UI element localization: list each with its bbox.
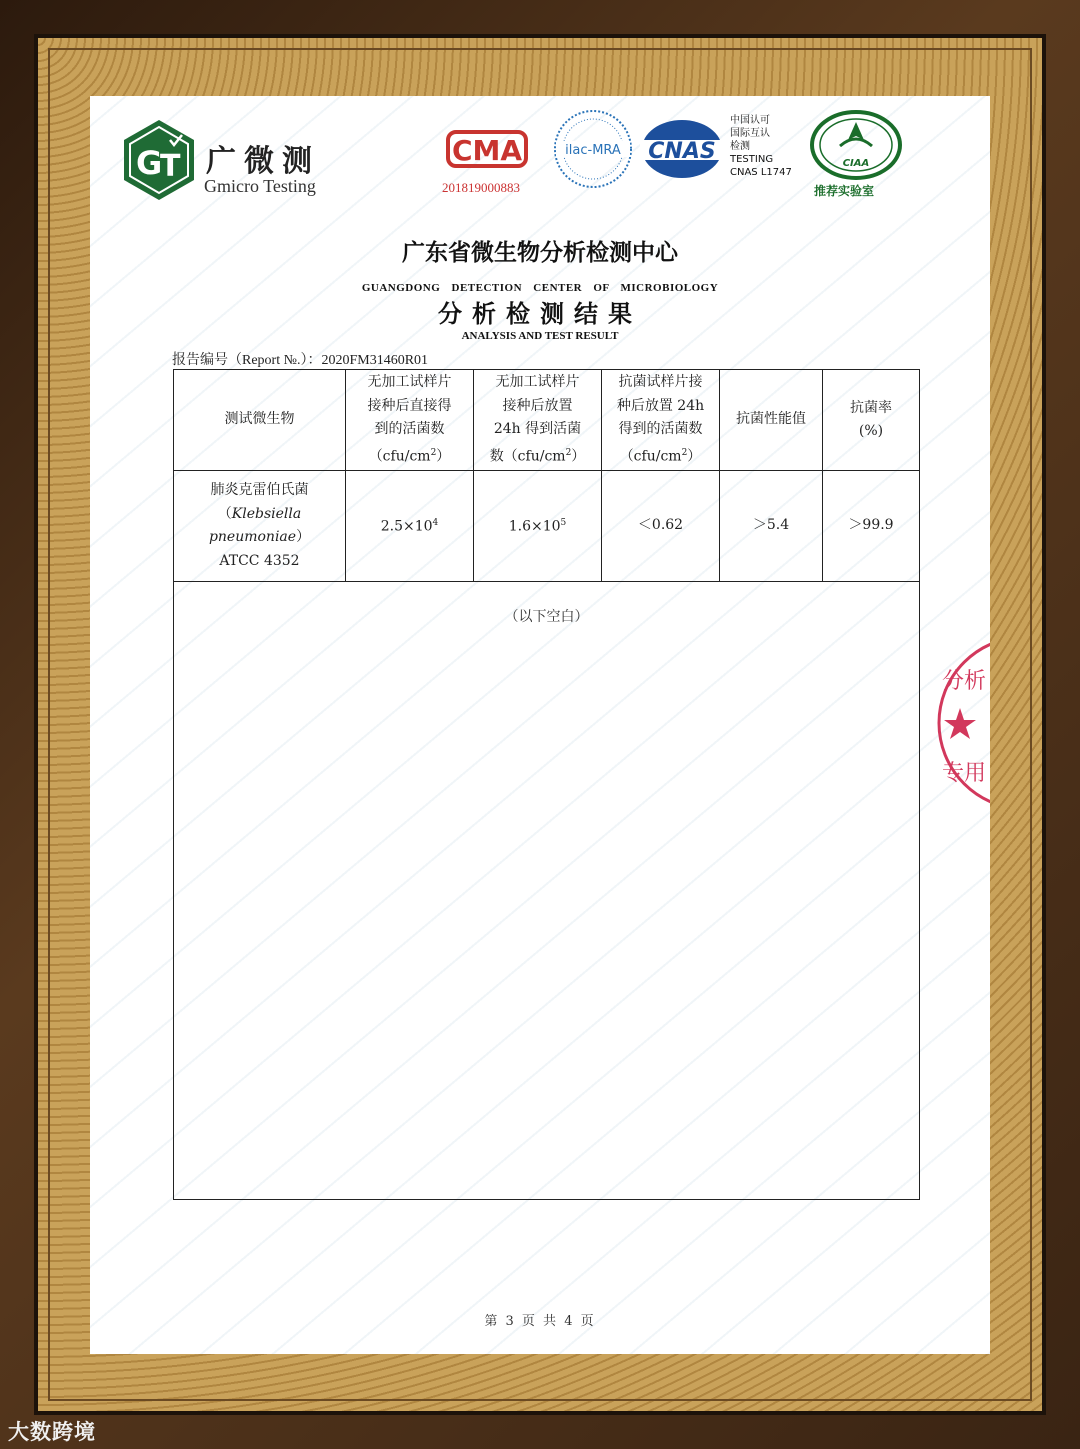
cnas-mark-text: CNAS [648, 139, 716, 164]
ciaa-seal-icon [810, 110, 902, 180]
header-unit: 数$(cfu/cm^2)$ [489, 447, 586, 465]
organism-latin: （Klebsiella [217, 505, 302, 522]
header-text: 测试微生物 [224, 411, 295, 428]
results-table [173, 369, 920, 582]
ciaa-label: 推荐实验室 [814, 184, 875, 198]
report-number [172, 349, 428, 369]
cell-antibacterial-rate: ＞99.9 [823, 471, 920, 582]
header-text: (%) [858, 423, 884, 439]
organism-latin: pneumoniae） [208, 529, 311, 545]
report-number-label: 报告编号（Report №.）： [172, 353, 322, 368]
header-unit: $(cfu/cm^2)$ [368, 447, 451, 465]
cnas-line: 中国认可 [730, 115, 770, 126]
header-text: 无加工试样片 [367, 374, 452, 391]
ilac-mark-text: ilac-MRA [565, 143, 621, 158]
header-antibacterial-rate [823, 370, 920, 471]
logo-name-en: Gmicro Testing [204, 176, 316, 196]
stamp-text: 专用 [942, 761, 987, 786]
cma-mark-text: CMA [451, 134, 523, 167]
report-number-value: 2020FM31460R01 [321, 353, 429, 368]
header-text: 24h 得到活菌 [493, 421, 582, 438]
header-unit: $(cfu/cm^2)$ [619, 447, 702, 465]
cnas-line: 检测 [730, 141, 750, 152]
cma-mark-icon [446, 128, 528, 170]
stamp-text: 分析 [942, 669, 987, 694]
table-row [174, 471, 920, 582]
header-organism [174, 370, 346, 471]
svg-text:T: T [160, 149, 181, 184]
header-text: 抗菌试样片接 [618, 374, 703, 391]
cell-untreated-initial: $2.5\times 10^4$ [346, 471, 474, 582]
cell-antibacterial-value: ＞5.4 [720, 471, 823, 582]
logo-name-cn: 广微测 [206, 144, 320, 179]
ilac-mra-icon [552, 108, 634, 190]
header-untreated-24h [474, 370, 602, 471]
stamp-seal-icon [930, 628, 990, 818]
gmicro-logo-icon [122, 118, 196, 202]
brand-watermark: 大数跨境 [8, 1420, 96, 1444]
header-text: 抗菌率 [850, 399, 892, 416]
table-header-row [174, 370, 920, 471]
header-text: 接种后直接得 [367, 397, 452, 414]
header-text: 无加工试样片 [495, 374, 580, 391]
cnas-accreditation-text [730, 114, 800, 179]
blank-area [173, 580, 920, 1200]
cma-number: 201819000883 [442, 180, 520, 195]
cell-antibacterial-24h: ＜0.62 [602, 471, 720, 582]
cell-organism [174, 471, 346, 582]
header-antibacterial-24h [602, 370, 720, 471]
header-text: 抗菌性能值 [736, 411, 806, 428]
cnas-line: CNAS L1747 [730, 167, 792, 178]
header-text: 种后放置 24h [616, 397, 705, 414]
center-title-en: GUANGDONG DETECTION CENTER OF MICROBIOLOGY [361, 282, 719, 294]
result-title-cn: 分析检测结果 [438, 300, 642, 328]
cell-untreated-24h: $1.6\times 10^5$ [474, 471, 602, 582]
page-number: 第 3 页 共 4 页 [484, 1314, 596, 1329]
organism-name-cn: 肺炎克雷伯氏菌 [210, 482, 309, 498]
header-text: 接种后放置 [502, 397, 573, 414]
blank-note: （以下空白） [504, 609, 589, 625]
center-title-cn: 广东省微生物分析检测中心 [402, 240, 678, 266]
header-text: 得到的活菌数 [618, 421, 703, 438]
ciaa-mark-text: CIAA [842, 158, 870, 169]
cnas-mark-icon [640, 118, 724, 180]
svg-text:G: G [136, 144, 163, 182]
header-untreated-initial [346, 370, 474, 471]
cnas-line: 国际互认 [730, 128, 770, 139]
header-text: 到的活菌数 [374, 421, 445, 438]
cnas-line: TESTING [730, 154, 774, 165]
result-title-en: ANALYSIS AND TEST RESULT [461, 330, 619, 342]
organism-strain: ATCC 4352 [219, 552, 300, 569]
official-stamp [930, 628, 990, 818]
header-antibacterial-value [720, 370, 823, 471]
